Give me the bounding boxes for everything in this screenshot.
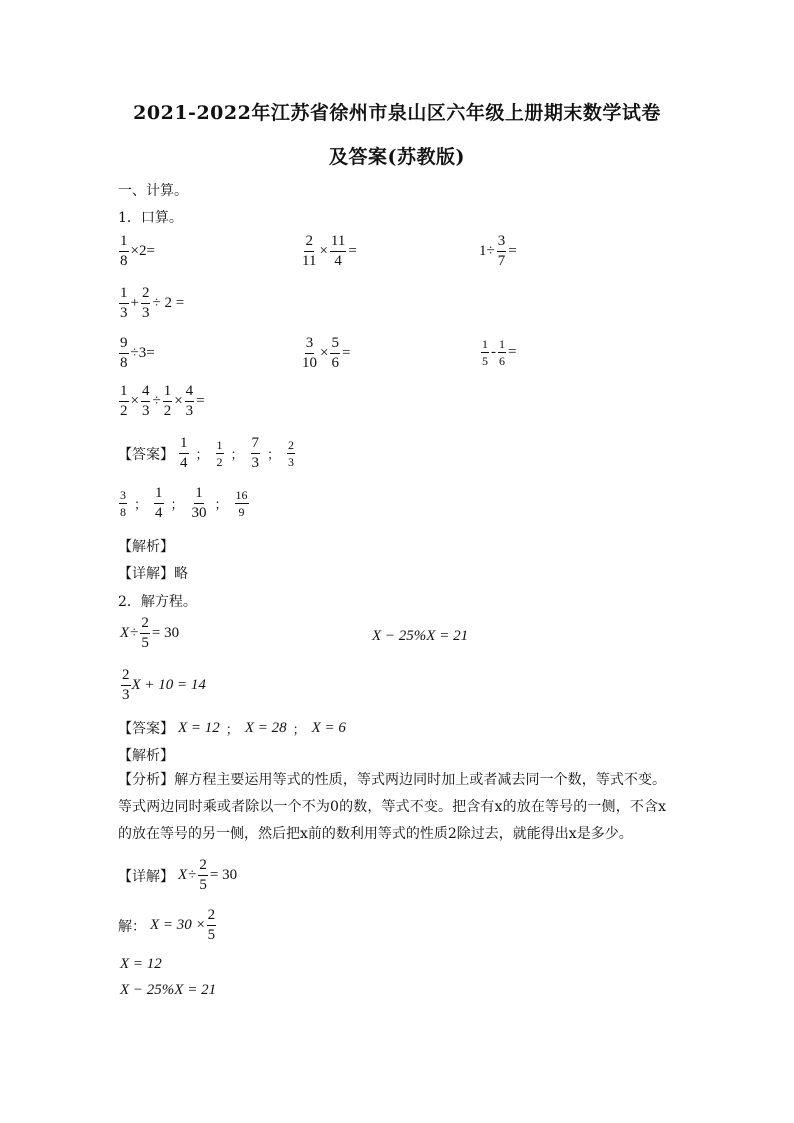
oral-calc-4: $\frac{1}{3}$ + $\frac{2}{3}$ ÷ 2 =	[120, 285, 185, 321]
answer-label: 【答案】	[118, 446, 174, 463]
oral-calc-6: $\frac{3}{10}$ × $\frac{5}{6}$ =	[302, 335, 351, 371]
q1-answers-row-2: $\frac{3}{8}$ ； $\frac{1}{4}$ ； $\frac{1}{30}$ ； $\frac{16}{9}$	[120, 485, 248, 521]
q2-answer: 【答案】 X = 12 ； X = 28 ； X = 6	[118, 719, 346, 738]
oral-calc-3: 1÷ $\frac{3}{7}$ =	[479, 233, 517, 269]
section-heading: 一、计算。	[118, 183, 188, 199]
q2-equation-2-repeat: X − 25%X = 21	[120, 982, 217, 998]
page-subtitle: 及答案(苏教版)	[329, 146, 465, 168]
q2-analysis-label: 【解析】	[118, 748, 174, 764]
oral-calc-5: $\frac{9}{8}$ ÷3=	[120, 335, 155, 371]
question-1-heading: 1．口算。	[118, 210, 183, 226]
q1-detail: 【详解】略	[118, 566, 188, 582]
q2-result-1: X = 12	[120, 956, 162, 972]
equation-2: X − 25%X = 21	[372, 628, 469, 644]
page-title: 2021-2022年江苏省徐州市泉山区六年级上册期末数学试卷	[133, 102, 661, 124]
equation-1: X ÷ $\frac{2}{5}$ = 30	[120, 615, 180, 651]
q2-solve-step: 解： X = 30 × $\frac{2}{5}$	[118, 907, 216, 943]
oral-calc-2: $\frac{2}{11}$ × $\frac{11}{4}$ =	[302, 233, 357, 269]
oral-calc-7: $\frac{1}{5}$ - $\frac{1}{6}$ =	[482, 337, 517, 368]
q2-analysis-text: 【分析】解方程主要运用等式的性质，等式两边同时加上或者减去同一个数，等式不变。等式两边同时乘或者除以一个不为0的数，等式不变。把含有x的放在等号的一侧，不含x的放在等号的另一侧，然后把x前的数利用等式的性质2除过去，就能得出x是多少。	[118, 772, 666, 842]
q1-analysis-label: 【解析】	[118, 539, 174, 555]
question-2-heading: 2．解方程。	[118, 594, 197, 610]
equation-3: $\frac{2}{3}$ X + 10 = 14	[122, 667, 206, 703]
q1-answers-row-1: 【答案】 $\frac{1}{4}$ ； $\frac{1}{2}$ ； $\frac{7}{3}$ ； $\frac{2}{3}$	[118, 435, 295, 471]
oral-calc-1: $\frac{1}{8}$ ×2=	[120, 233, 155, 269]
q2-detail-equation: 【详解】 X ÷ $\frac{2}{5}$ = 30	[118, 857, 238, 893]
oral-calc-8: $\frac{1}{2}$ × $\frac{4}{3}$ ÷ $\frac{1}{2}$ × $\frac{4}{3}$ =	[120, 383, 205, 419]
